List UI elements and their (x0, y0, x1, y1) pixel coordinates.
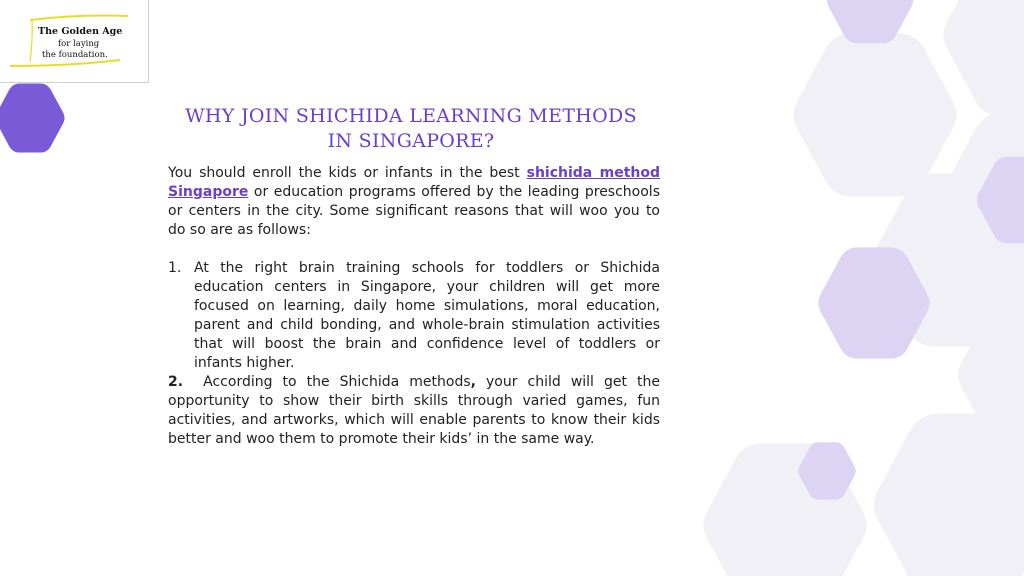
intro-prefix: You should enroll the kids or infants in the best (168, 165, 520, 181)
logo-line-1: The Golden Age (38, 26, 123, 37)
list-text-start: According to the Shichida methods (203, 374, 471, 390)
main-content (168, 164, 660, 449)
list-item (168, 259, 660, 373)
list-item (168, 373, 660, 449)
logo-line-2: for laying (58, 39, 100, 49)
title-line-1: WHY JOIN SHICHIDA LEARNING METHODS (185, 105, 637, 127)
intro-suffix: or education programs offered by the leading preschools or centers in the city. Some significant reasons that will woo you to do so are as follows: (168, 184, 660, 238)
intro-paragraph (168, 164, 660, 240)
hex-purple (0, 83, 65, 152)
list-text: At the right brain training schools for toddlers or Shichida education centers in Singapore, your children will get more focused on learning, daily home simulations, moral education, parent and child bonding, and whole-brain stimulation activities that will boost the brain and confidence level of toddlers or infants higher. (194, 260, 660, 371)
list-text-end: your child will get the opportunity to show their birth skills through varied games, fun activities, and artworks, which will enable parents to know their kids better and woo them to promote their kids’ in the same way. (168, 374, 660, 447)
list-comma: , (470, 374, 476, 390)
logo (0, 0, 149, 83)
page-title (165, 104, 657, 154)
hex-light (874, 414, 1024, 576)
hex-light (943, 0, 1024, 117)
title-line-2: IN SINGAPORE? (327, 130, 495, 152)
shichida-link[interactable]: shichida method Singapore (168, 165, 661, 200)
hex-light (793, 33, 956, 196)
list-number: 2. (168, 374, 184, 390)
list-number: 1. (168, 260, 182, 276)
logo-line-3: the foundation. (42, 50, 108, 60)
